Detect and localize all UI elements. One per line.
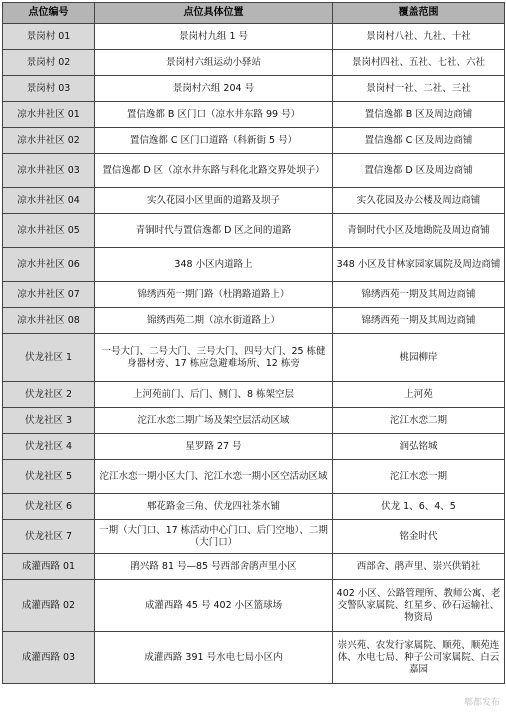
location-cell: 348 小区内道路上 bbox=[95, 248, 333, 282]
table-row bbox=[3, 554, 505, 580]
location-cell: 景岗村九组 1 号 bbox=[95, 24, 333, 50]
coverage-cell: 景岗村四社、五社、七社、六社 bbox=[333, 50, 505, 76]
table-row bbox=[3, 50, 505, 76]
location-cell: 置信逸都 C 区门口道路（科新街 5 号） bbox=[95, 128, 333, 154]
coverage-cell: 景岗村八社、九社、十社 bbox=[333, 24, 505, 50]
coverage-cell: 锦绣西苑一期及其周边商铺 bbox=[333, 282, 505, 308]
location-cell: 锦绣西苑一期门路（杜鹃路道路上） bbox=[95, 282, 333, 308]
site-id-cell: 成灌西路 03 bbox=[3, 632, 95, 684]
coverage-cell: 348 小区及甘林家园家属院及周边商铺 bbox=[333, 248, 505, 282]
coverage-cell: 置信逸都 C 区及周边商铺 bbox=[333, 128, 505, 154]
location-cell: 置信逸都 B 区门口（凉水井东路 99 号） bbox=[95, 102, 333, 128]
table-row bbox=[3, 520, 505, 554]
table-row bbox=[3, 188, 505, 214]
location-cell: 青铜时代与置信逸都 D 区之间的道路 bbox=[95, 214, 333, 248]
site-id-cell: 凉水井社区 02 bbox=[3, 128, 95, 154]
site-id-cell: 景岗村 03 bbox=[3, 76, 95, 102]
site-id-cell: 伏龙社区 4 bbox=[3, 434, 95, 460]
site-id-cell: 景岗村 01 bbox=[3, 24, 95, 50]
table-row bbox=[3, 632, 505, 684]
coverage-table bbox=[2, 2, 505, 684]
site-id-cell: 景岗村 02 bbox=[3, 50, 95, 76]
table-row bbox=[3, 334, 505, 382]
coverage-cell: 崇兴苑、农发行家属院、顺苑、顺苑连体、水电七局、种子公司家属院、白云嘉园 bbox=[333, 632, 505, 684]
coverage-cell: 锦绣西苑一期及其周边商铺 bbox=[333, 308, 505, 334]
coverage-cell: 沱江水恋一期 bbox=[333, 460, 505, 494]
location-cell: 星罗路 27 号 bbox=[95, 434, 333, 460]
location-cell: 景岗村六组运动小驿站 bbox=[95, 50, 333, 76]
table-row bbox=[3, 580, 505, 632]
table-row bbox=[3, 76, 505, 102]
coverage-cell: 402 小区、公路管理所、教师公寓、老交警队家属院、红星乡、砂石运输社、物资局 bbox=[333, 580, 505, 632]
site-id-cell: 伏龙社区 6 bbox=[3, 494, 95, 520]
site-id-cell: 凉水井社区 03 bbox=[3, 154, 95, 188]
coverage-cell: 景岗村一社、二社、三社 bbox=[333, 76, 505, 102]
site-id-cell: 伏龙社区 1 bbox=[3, 334, 95, 382]
location-cell: 锦绣西苑二期（凉水街道路上） bbox=[95, 308, 333, 334]
coverage-cell: 实久花园及办公楼及周边商铺 bbox=[333, 188, 505, 214]
site-id-cell: 伏龙社区 7 bbox=[3, 520, 95, 554]
location-cell: 成灌西路 45 号 402 小区篮球场 bbox=[95, 580, 333, 632]
header-site-id: 点位编号 bbox=[3, 3, 95, 24]
table-row bbox=[3, 154, 505, 188]
table-row bbox=[3, 382, 505, 408]
table-row bbox=[3, 282, 505, 308]
site-id-cell: 伏龙社区 5 bbox=[3, 460, 95, 494]
table-row bbox=[3, 408, 505, 434]
coverage-cell: 桃园柳岸 bbox=[333, 334, 505, 382]
location-cell: 沱江水恋二期广场及架空层活动区域 bbox=[95, 408, 333, 434]
location-cell: 置信逸都 D 区（凉水井东路与科化北路交界处坝子） bbox=[95, 154, 333, 188]
site-id-cell: 凉水井社区 08 bbox=[3, 308, 95, 334]
location-cell: 一号大门、二号大门、三号大门、四号大门、25 栋健身器材旁、17 栋应急避难场所、12 栋旁 bbox=[95, 334, 333, 382]
coverage-cell: 置信逸都 B 区及周边商铺 bbox=[333, 102, 505, 128]
table-row bbox=[3, 434, 505, 460]
coverage-cell: 伏龙 1、6、4、5 bbox=[333, 494, 505, 520]
location-cell: 鹃兴路 81 号—85 号西部舍鹃声里小区 bbox=[95, 554, 333, 580]
coverage-cell: 沱江水恋二期 bbox=[333, 408, 505, 434]
site-id-cell: 凉水井社区 06 bbox=[3, 248, 95, 282]
table-row bbox=[3, 24, 505, 50]
site-id-cell: 伏龙社区 3 bbox=[3, 408, 95, 434]
watermark: 郫都发布 bbox=[463, 698, 500, 708]
location-cell: 景岗村六组 204 号 bbox=[95, 76, 333, 102]
site-id-cell: 成灌西路 02 bbox=[3, 580, 95, 632]
coverage-cell: 润弘铭城 bbox=[333, 434, 505, 460]
table-row bbox=[3, 308, 505, 334]
site-id-cell: 凉水井社区 04 bbox=[3, 188, 95, 214]
table-row bbox=[3, 248, 505, 282]
table-row bbox=[3, 128, 505, 154]
location-cell: 郫花路金三角、伏龙四社茶水铺 bbox=[95, 494, 333, 520]
location-cell: 实久花园小区里面的道路及坝子 bbox=[95, 188, 333, 214]
location-cell: 沱江水恋一期小区大门、沱江水恋一期小区空活动区域 bbox=[95, 460, 333, 494]
header-coverage: 覆盖范围 bbox=[333, 3, 505, 24]
location-cell: 成灌西路 391 号水电七局小区内 bbox=[95, 632, 333, 684]
coverage-cell: 西部舍、鹃声里、崇兴供销社 bbox=[333, 554, 505, 580]
table-row bbox=[3, 214, 505, 248]
site-id-cell: 凉水井社区 07 bbox=[3, 282, 95, 308]
location-cell: 一期（大门口、17 栋活动中心门口、后门空地）、二期（大门口） bbox=[95, 520, 333, 554]
header-location: 点位具体位置 bbox=[95, 3, 333, 24]
location-cell: 上河苑前门、后门、侧门、8 栋架空层 bbox=[95, 382, 333, 408]
coverage-cell: 青铜时代小区及地勘院及周边商铺 bbox=[333, 214, 505, 248]
site-id-cell: 凉水井社区 05 bbox=[3, 214, 95, 248]
site-id-cell: 成灌西路 01 bbox=[3, 554, 95, 580]
coverage-cell: 置信逸都 D 区及周边商铺 bbox=[333, 154, 505, 188]
coverage-cell: 上河苑 bbox=[333, 382, 505, 408]
site-id-cell: 伏龙社区 2 bbox=[3, 382, 95, 408]
table-row bbox=[3, 494, 505, 520]
table-row bbox=[3, 460, 505, 494]
header-row bbox=[3, 3, 505, 24]
table-row bbox=[3, 102, 505, 128]
site-id-cell: 凉水井社区 01 bbox=[3, 102, 95, 128]
coverage-cell: 铭金时代 bbox=[333, 520, 505, 554]
